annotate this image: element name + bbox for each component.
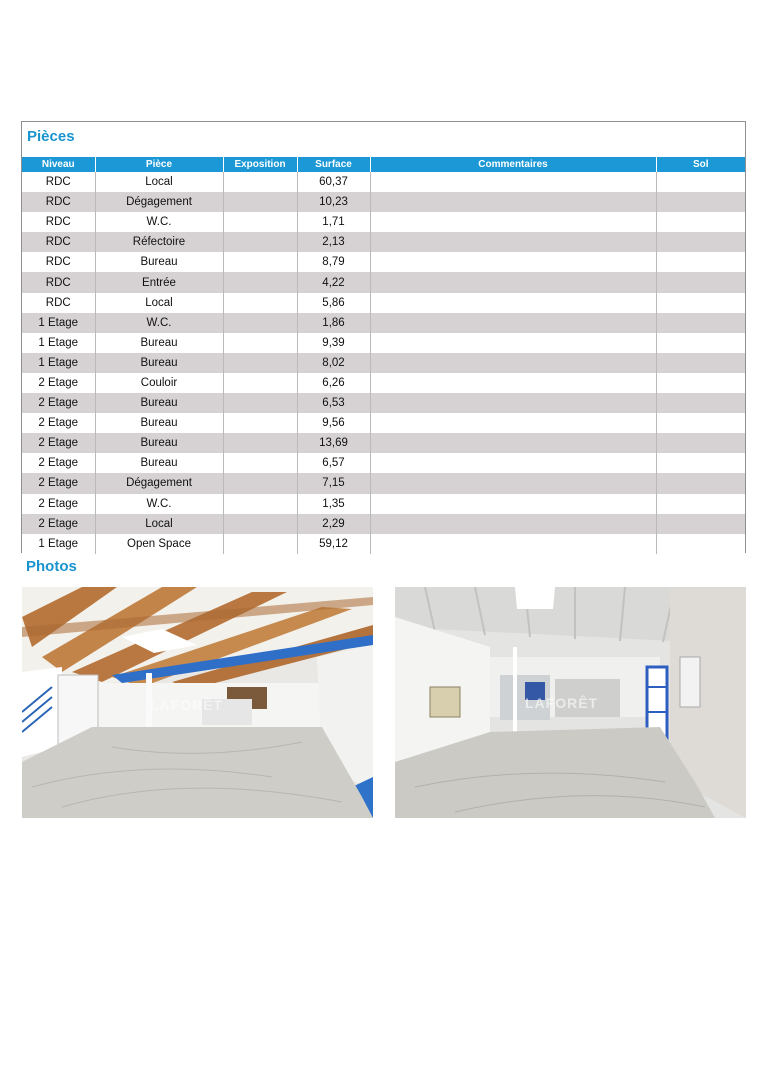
cell-surface: 9,56 — [297, 413, 370, 433]
cell-commentaires — [370, 192, 656, 212]
cell-commentaires — [370, 353, 656, 373]
cell-surface: 4,22 — [297, 272, 370, 292]
cell-commentaires — [370, 333, 656, 353]
cell-exposition — [223, 252, 297, 272]
cell-exposition — [223, 534, 297, 554]
cell-commentaires — [370, 232, 656, 252]
column-header-sol: Sol — [656, 157, 745, 172]
cell-exposition — [223, 192, 297, 212]
cell-exposition — [223, 413, 297, 433]
cell-commentaires — [370, 433, 656, 453]
pieces-table — [22, 157, 745, 554]
cell-piece: Bureau — [95, 433, 223, 453]
cell-exposition — [223, 172, 297, 192]
cell-commentaires — [370, 514, 656, 534]
cell-surface: 7,15 — [297, 473, 370, 493]
table-row — [22, 353, 745, 373]
cell-niveau: 2 Etage — [22, 373, 95, 393]
cell-sol — [656, 534, 745, 554]
cell-commentaires — [370, 494, 656, 514]
cell-piece: Réfectoire — [95, 232, 223, 252]
column-header-exposition: Exposition — [223, 157, 297, 172]
column-header-piece: Pièce — [95, 157, 223, 172]
photo-open-space-white — [395, 587, 746, 818]
cell-piece: Bureau — [95, 333, 223, 353]
cell-piece: Bureau — [95, 453, 223, 473]
cell-commentaires — [370, 453, 656, 473]
cell-surface: 9,39 — [297, 333, 370, 353]
cell-exposition — [223, 453, 297, 473]
pieces-title: Pièces — [27, 128, 75, 145]
cell-commentaires — [370, 252, 656, 272]
table-row — [22, 272, 745, 292]
cell-commentaires — [370, 212, 656, 232]
cell-sol — [656, 494, 745, 514]
table-row — [22, 373, 745, 393]
table-row — [22, 313, 745, 333]
cell-commentaires — [370, 313, 656, 333]
table-row — [22, 514, 745, 534]
cell-niveau: 1 Etage — [22, 353, 95, 373]
photo-watermark: LAFORÊT — [150, 697, 224, 713]
cell-niveau: 1 Etage — [22, 534, 95, 554]
cell-sol — [656, 212, 745, 232]
cell-sol — [656, 333, 745, 353]
cell-niveau: 2 Etage — [22, 453, 95, 473]
cell-sol — [656, 232, 745, 252]
cell-piece: Couloir — [95, 373, 223, 393]
cell-commentaires — [370, 272, 656, 292]
cell-surface: 5,86 — [297, 293, 370, 313]
cell-niveau: 1 Etage — [22, 313, 95, 333]
photos-title: Photos — [26, 558, 77, 575]
cell-surface: 1,86 — [297, 313, 370, 333]
cell-surface: 10,23 — [297, 192, 370, 212]
cell-niveau: 2 Etage — [22, 514, 95, 534]
cell-surface: 2,29 — [297, 514, 370, 534]
cell-niveau: 2 Etage — [22, 473, 95, 493]
cell-surface: 1,71 — [297, 212, 370, 232]
cell-exposition — [223, 373, 297, 393]
cell-sol — [656, 353, 745, 373]
cell-sol — [656, 473, 745, 493]
cell-sol — [656, 172, 745, 192]
table-row — [22, 494, 745, 514]
cell-piece: Dégagement — [95, 473, 223, 493]
cell-piece: W.C. — [95, 313, 223, 333]
cell-piece: Open Space — [95, 534, 223, 554]
cell-sol — [656, 313, 745, 333]
cell-niveau: RDC — [22, 252, 95, 272]
table-row — [22, 252, 745, 272]
table-row — [22, 232, 745, 252]
cell-niveau: RDC — [22, 192, 95, 212]
table-header-row — [22, 157, 745, 172]
cell-exposition — [223, 353, 297, 373]
table-row — [22, 293, 745, 313]
cell-sol — [656, 272, 745, 292]
cell-niveau: 2 Etage — [22, 393, 95, 413]
cell-surface: 2,13 — [297, 232, 370, 252]
cell-surface: 13,69 — [297, 433, 370, 453]
cell-surface: 6,53 — [297, 393, 370, 413]
cell-piece: Entrée — [95, 272, 223, 292]
cell-surface: 8,02 — [297, 353, 370, 373]
cell-exposition — [223, 514, 297, 534]
cell-sol — [656, 293, 745, 313]
cell-sol — [656, 514, 745, 534]
table-row — [22, 333, 745, 353]
cell-piece: Local — [95, 172, 223, 192]
cell-surface: 6,57 — [297, 453, 370, 473]
cell-commentaires — [370, 172, 656, 192]
table-row — [22, 192, 745, 212]
cell-exposition — [223, 393, 297, 413]
cell-piece: Bureau — [95, 353, 223, 373]
cell-surface: 60,37 — [297, 172, 370, 192]
cell-commentaires — [370, 473, 656, 493]
cell-surface: 1,35 — [297, 494, 370, 514]
cell-exposition — [223, 293, 297, 313]
cell-exposition — [223, 333, 297, 353]
cell-niveau: RDC — [22, 212, 95, 232]
cell-niveau: RDC — [22, 272, 95, 292]
photo-open-space-wood-beams — [22, 587, 373, 818]
cell-piece: W.C. — [95, 212, 223, 232]
table-row — [22, 433, 745, 453]
cell-sol — [656, 453, 745, 473]
cell-commentaires — [370, 413, 656, 433]
table-row — [22, 172, 745, 192]
cell-niveau: 2 Etage — [22, 494, 95, 514]
cell-commentaires — [370, 393, 656, 413]
table-row — [22, 212, 745, 232]
table-row — [22, 534, 745, 554]
photo-watermark: LAFORÊT — [525, 695, 599, 711]
cell-exposition — [223, 313, 297, 333]
table-row — [22, 473, 745, 493]
cell-exposition — [223, 494, 297, 514]
cell-sol — [656, 393, 745, 413]
cell-piece: Local — [95, 293, 223, 313]
column-header-niveau: Niveau — [22, 157, 95, 172]
cell-piece: Dégagement — [95, 192, 223, 212]
cell-piece: Bureau — [95, 393, 223, 413]
cell-piece: W.C. — [95, 494, 223, 514]
cell-piece: Bureau — [95, 252, 223, 272]
table-row — [22, 413, 745, 433]
cell-surface: 6,26 — [297, 373, 370, 393]
cell-niveau: RDC — [22, 172, 95, 192]
cell-commentaires — [370, 293, 656, 313]
cell-sol — [656, 433, 745, 453]
cell-sol — [656, 413, 745, 433]
cell-niveau: 2 Etage — [22, 433, 95, 453]
pieces-table-body — [22, 172, 745, 554]
cell-commentaires — [370, 373, 656, 393]
cell-exposition — [223, 232, 297, 252]
cell-surface: 8,79 — [297, 252, 370, 272]
cell-niveau: RDC — [22, 232, 95, 252]
cell-sol — [656, 252, 745, 272]
pieces-section — [21, 121, 746, 553]
cell-exposition — [223, 272, 297, 292]
column-header-surface: Surface — [297, 157, 370, 172]
cell-niveau: RDC — [22, 293, 95, 313]
table-row — [22, 453, 745, 473]
cell-exposition — [223, 473, 297, 493]
cell-niveau: 1 Etage — [22, 333, 95, 353]
cell-surface: 59,12 — [297, 534, 370, 554]
cell-commentaires — [370, 534, 656, 554]
cell-exposition — [223, 212, 297, 232]
cell-niveau: 2 Etage — [22, 413, 95, 433]
column-header-commentaires: Commentaires — [370, 157, 656, 172]
table-row — [22, 393, 745, 413]
cell-sol — [656, 373, 745, 393]
cell-piece: Local — [95, 514, 223, 534]
cell-piece: Bureau — [95, 413, 223, 433]
cell-exposition — [223, 433, 297, 453]
cell-sol — [656, 192, 745, 212]
